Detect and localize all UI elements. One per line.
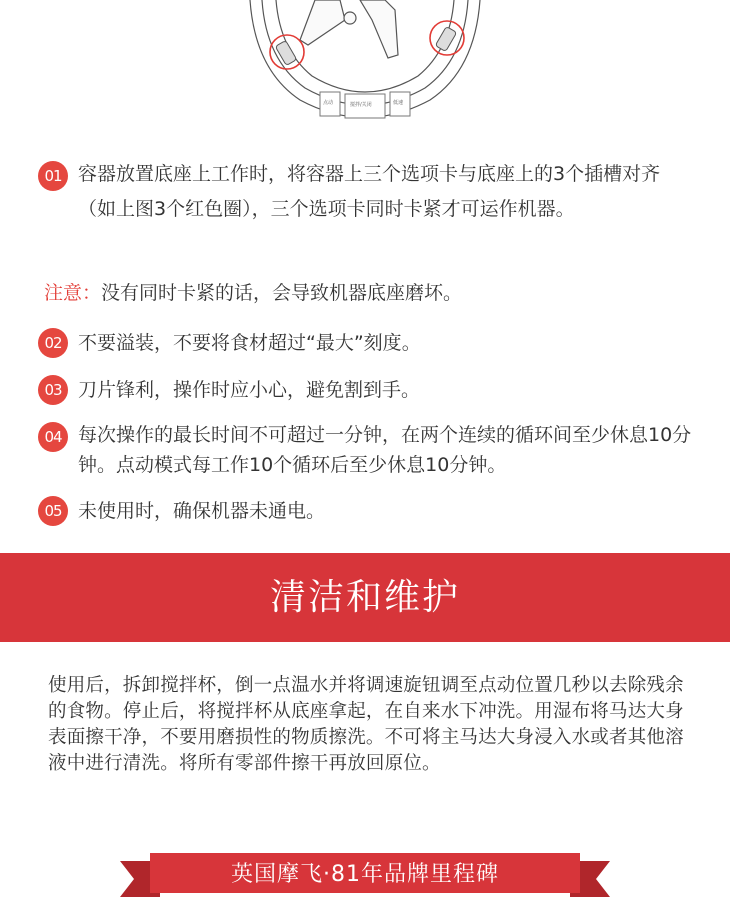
note-text: 未使用时，确保机器未通电。 <box>78 500 326 522</box>
number-badge: 05 <box>38 496 68 526</box>
number-badge: 02 <box>38 328 68 358</box>
diagram-label-1: 搅拌/关闭 <box>350 102 372 108</box>
section-banner: 清洁和维护 <box>0 553 730 642</box>
number-badge: 01 <box>38 161 68 191</box>
diagram-label-0: 点动 <box>323 100 334 106</box>
warning-text: 没有同时卡紧的话，会导致机器底座磨坏。 <box>101 282 463 304</box>
number-badge: 04 <box>38 422 68 452</box>
note-text: 刀片锋利，操作时应小心，避免割到手。 <box>78 379 421 401</box>
note-item-05 <box>38 494 698 529</box>
note-text: 容器放置底座上工作时，将容器上三个选项卡与底座上的3个插槽对齐（如上图3个红色圈），三个选项卡同时卡紧才可运作机器。 <box>78 163 661 220</box>
warning-line <box>44 276 462 311</box>
note-item-04 <box>38 420 698 480</box>
note-item-02 <box>38 326 698 361</box>
note-item-03 <box>38 373 698 408</box>
note-text: 不要溢装，不要将食材超过“最大”刻度。 <box>78 332 421 354</box>
base-diagram <box>0 0 730 150</box>
ribbon-text: 英国摩飞·81年品牌里程碑 <box>231 862 499 887</box>
number-badge: 03 <box>38 375 68 405</box>
diagram-label-2: 低速 <box>393 100 404 106</box>
warning-label: 注意： <box>44 282 102 304</box>
brand-ribbon <box>120 853 610 901</box>
note-text: 每次操作的最长时间不可超过一分钟，在两个连续的循环间至少休息10分钟。点动模式每工作10个循环后至少休息10分钟。 <box>78 424 692 476</box>
cleaning-paragraph: 使用后，拆卸搅拌杯，倒一点温水并将调速旋钮调至点动位置几秒以去除残余的食物。停止后，将搅拌杯从底座拿起，在自来水下冲洗。用湿布将马达大身表面擦干净，不要用磨损性的物质擦洗。不可将主马达大身浸入水或者其他溶液中进行清洗。将所有零部件擦干再放回原位。 <box>48 675 684 774</box>
note-item-01 <box>38 157 698 227</box>
